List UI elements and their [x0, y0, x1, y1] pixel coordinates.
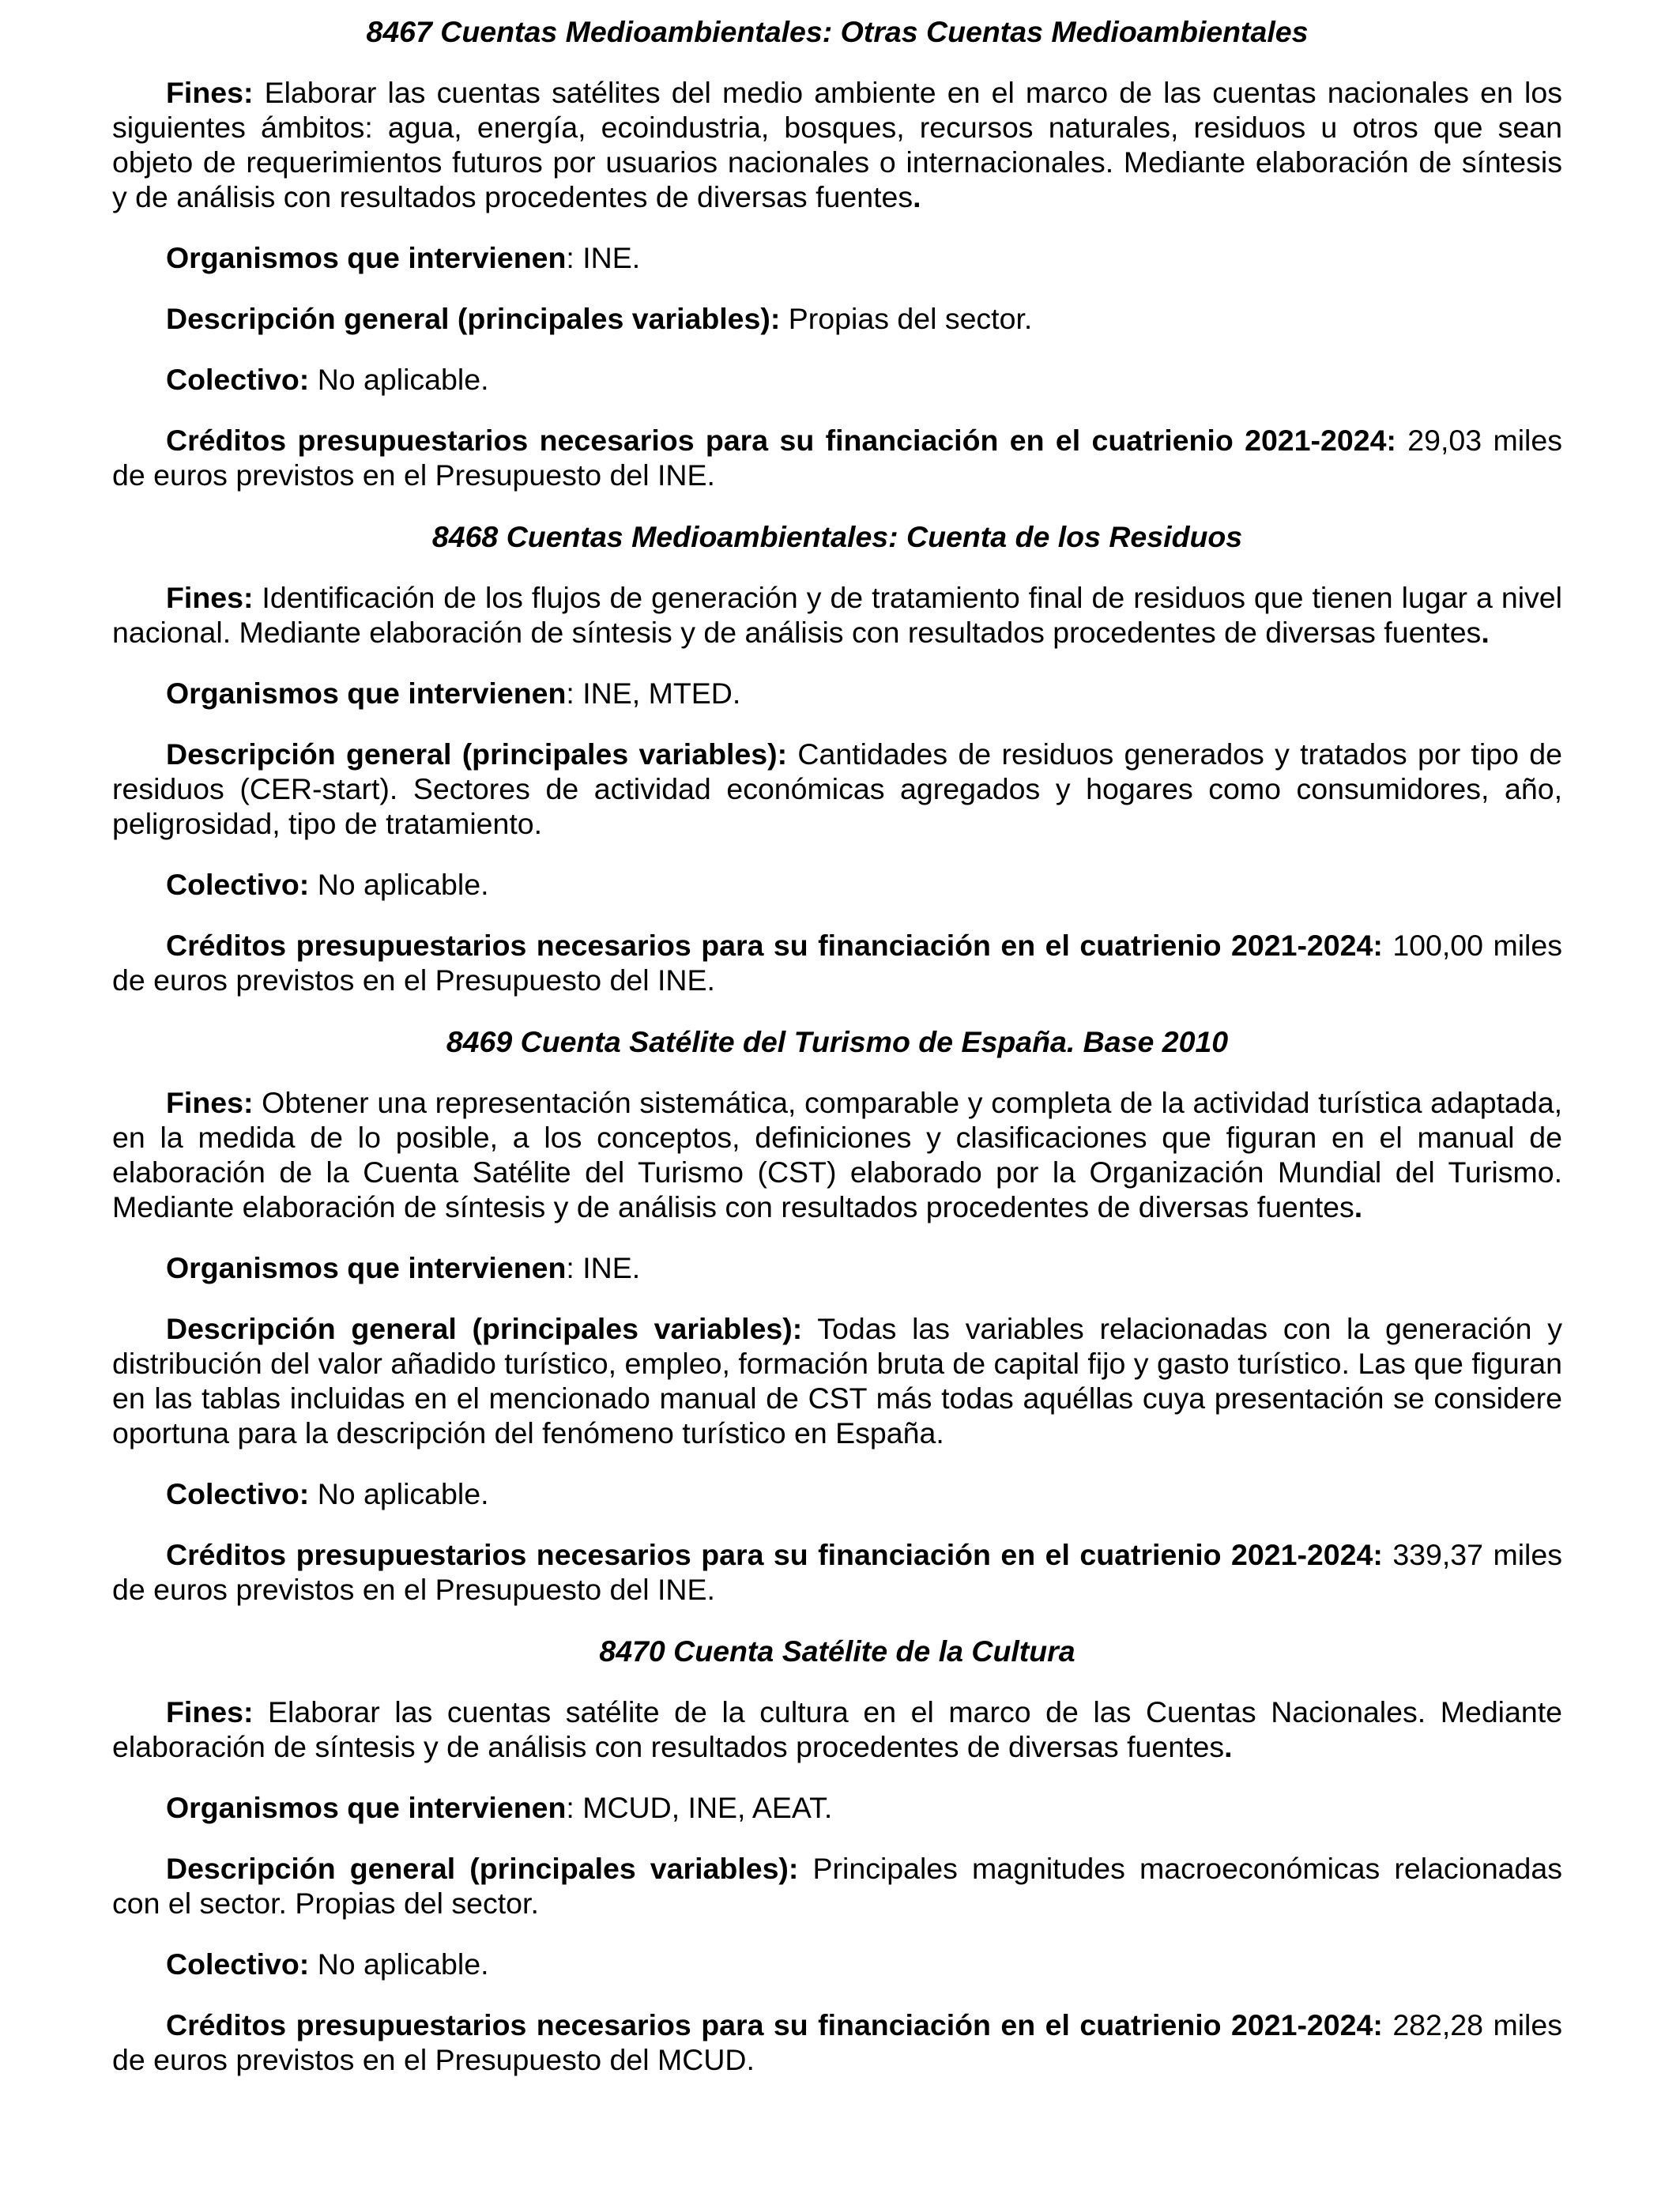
- creditos-text: 29,03 miles de euros previstos en el Presupuesto del INE.: [112, 424, 1562, 492]
- organismos-text: : INE, MTED.: [566, 677, 741, 710]
- fines-label: Fines:: [166, 1086, 254, 1119]
- creditos-paragraph: [112, 423, 1562, 492]
- fines-end: .: [913, 180, 921, 213]
- descripcion-paragraph: [112, 1311, 1562, 1450]
- fines-paragraph: [112, 1085, 1562, 1224]
- descripcion-label: Descripción general (principales variables):: [166, 737, 788, 771]
- section-8467: [112, 14, 1562, 492]
- section-title: 8470 Cuenta Satélite de la Cultura: [599, 1634, 1075, 1668]
- organismos-paragraph: [112, 1250, 1562, 1285]
- creditos-label: Créditos presupuestarios necesarios para su financiación en el cuatrienio 2021-2024:: [166, 929, 1383, 962]
- fines-end: .: [1224, 1730, 1233, 1763]
- organismos-label: Organismos que intervienen: [166, 1791, 567, 1824]
- creditos-label: Créditos presupuestarios necesarios para su financiación en el cuatrienio 2021-2024:: [166, 1538, 1383, 1571]
- section-8470: [112, 1634, 1562, 2077]
- descripcion-text: Cantidades de residuos generados y tratados por tipo de residuos (CER-start). Sectores de actividad económicas agregados y hogares como consumidores, año, peligrosidad, tipo de tratamiento.: [112, 737, 1562, 840]
- colectivo-label: Colectivo:: [166, 1477, 310, 1510]
- descripcion-label: Descripción general (principales variables):: [166, 302, 781, 335]
- fines-text: Elaborar las cuentas satélites del medio ambiente en el marco de las cuentas nacionales en los siguientes ámbitos: agua, energía, ecoindustria, bosques, recursos naturales, residuos u otros que sean objeto de requerimientos futuros por usuarios nacionales o internacionales. Mediante elaboración de síntesis y de análisis con resultados procedentes de diversas fuentes: [112, 76, 1562, 213]
- document-page: [112, 14, 1562, 2103]
- section-title: 8468 Cuentas Medioambientales: Cuenta de los Residuos: [431, 520, 1243, 553]
- colectivo-text: No aplicable.: [309, 1477, 489, 1510]
- fines-end: .: [1354, 1190, 1363, 1223]
- descripcion-text: Principales magnitudes macroeconómicas relacionadas con el sector. Propias del sector.: [112, 1852, 1563, 1920]
- creditos-paragraph: [112, 1537, 1562, 1607]
- colectivo-paragraph: [112, 1947, 1562, 1981]
- colectivo-label: Colectivo:: [166, 1947, 310, 1981]
- organismos-paragraph: [112, 676, 1562, 711]
- fines-label: Fines:: [166, 1695, 254, 1728]
- descripcion-label: Descripción general (principales variables):: [166, 1312, 803, 1345]
- descripcion-paragraph: [112, 301, 1562, 336]
- fines-text: Elaborar las cuentas satélite de la cultura en el marco de las Cuentas Nacionales. Mediante elaboración de síntesis y de análisis con resultados procedentes de diversas fuentes: [112, 1695, 1562, 1763]
- descripcion-label: Descripción general (principales variables):: [166, 1852, 799, 1885]
- organismos-label: Organismos que intervienen: [166, 241, 567, 274]
- creditos-paragraph: [112, 2007, 1562, 2077]
- fines-text: Identificación de los flujos de generación y de tratamiento final de residuos que tienen lugar a nivel nacional. Mediante elaboración de síntesis y de análisis con resultados procedentes de diversas fuentes: [112, 581, 1562, 649]
- descripcion-text: Propias del sector.: [780, 302, 1033, 335]
- colectivo-text: No aplicable.: [309, 868, 489, 901]
- fines-paragraph: [112, 580, 1562, 650]
- colectivo-paragraph: [112, 362, 1562, 397]
- fines-label: Fines:: [166, 76, 254, 109]
- fines-text: Obtener una representación sistemática, comparable y completa de la actividad turística adaptada, en la medida de lo posible, a los conceptos, definiciones y clasificaciones que figuran en el manual de elaboración de la Cuenta Satélite del Turismo (CST) elaborado por la Organización Mundial del Turismo. Mediante elaboración de síntesis y de análisis con resultados procedentes de diversas fuentes: [112, 1086, 1562, 1223]
- colectivo-label: Colectivo:: [166, 868, 310, 901]
- descripcion-paragraph: [112, 1851, 1562, 1921]
- creditos-label: Créditos presupuestarios necesarios para su financiación en el cuatrienio 2021-2024:: [166, 424, 1396, 457]
- organismos-paragraph: [112, 1790, 1562, 1825]
- organismos-text: : MCUD, INE, AEAT.: [566, 1791, 833, 1824]
- fines-end: .: [1481, 616, 1490, 649]
- colectivo-paragraph: [112, 867, 1562, 902]
- section-title: 8467 Cuentas Medioambientales: Otras Cuentas Medioambientales: [366, 15, 1309, 48]
- organismos-text: : INE.: [566, 241, 641, 274]
- descripcion-text: Todas las variables relacionadas con la generación y distribución del valor añadido turístico, empleo, formación bruta de capital fijo y gasto turístico. Las que figuran en las tablas incluidas en el mencionado manual de CST más todas aquéllas cuya presentación se considere oportuna para la descripción del fenómeno turístico en España.: [112, 1312, 1562, 1449]
- colectivo-paragraph: [112, 1476, 1562, 1511]
- section-8468: [112, 519, 1562, 997]
- creditos-label: Créditos presupuestarios necesarios para su financiación en el cuatrienio 2021-2024:: [166, 2008, 1383, 2041]
- organismos-text: : INE.: [566, 1251, 641, 1284]
- creditos-text: 339,37 miles de euros previstos en el Presupuesto del INE.: [112, 1538, 1562, 1606]
- colectivo-text: No aplicable.: [309, 363, 489, 396]
- creditos-text: 100,00 miles de euros previstos en el Presupuesto del INE.: [112, 929, 1562, 997]
- organismos-label: Organismos que intervienen: [166, 1251, 567, 1284]
- fines-label: Fines:: [166, 581, 254, 614]
- creditos-paragraph: [112, 928, 1562, 997]
- section-title: 8469 Cuenta Satélite del Turismo de España. Base 2010: [446, 1025, 1229, 1058]
- section-8469: [112, 1024, 1562, 1607]
- colectivo-label: Colectivo:: [166, 363, 310, 396]
- organismos-paragraph: [112, 240, 1562, 275]
- fines-paragraph: [112, 1695, 1562, 1764]
- fines-paragraph: [112, 75, 1562, 214]
- descripcion-paragraph: [112, 737, 1562, 841]
- organismos-label: Organismos que intervienen: [166, 677, 567, 710]
- creditos-text: 282,28 miles de euros previstos en el Presupuesto del MCUD.: [112, 2008, 1562, 2076]
- colectivo-text: No aplicable.: [309, 1947, 489, 1981]
